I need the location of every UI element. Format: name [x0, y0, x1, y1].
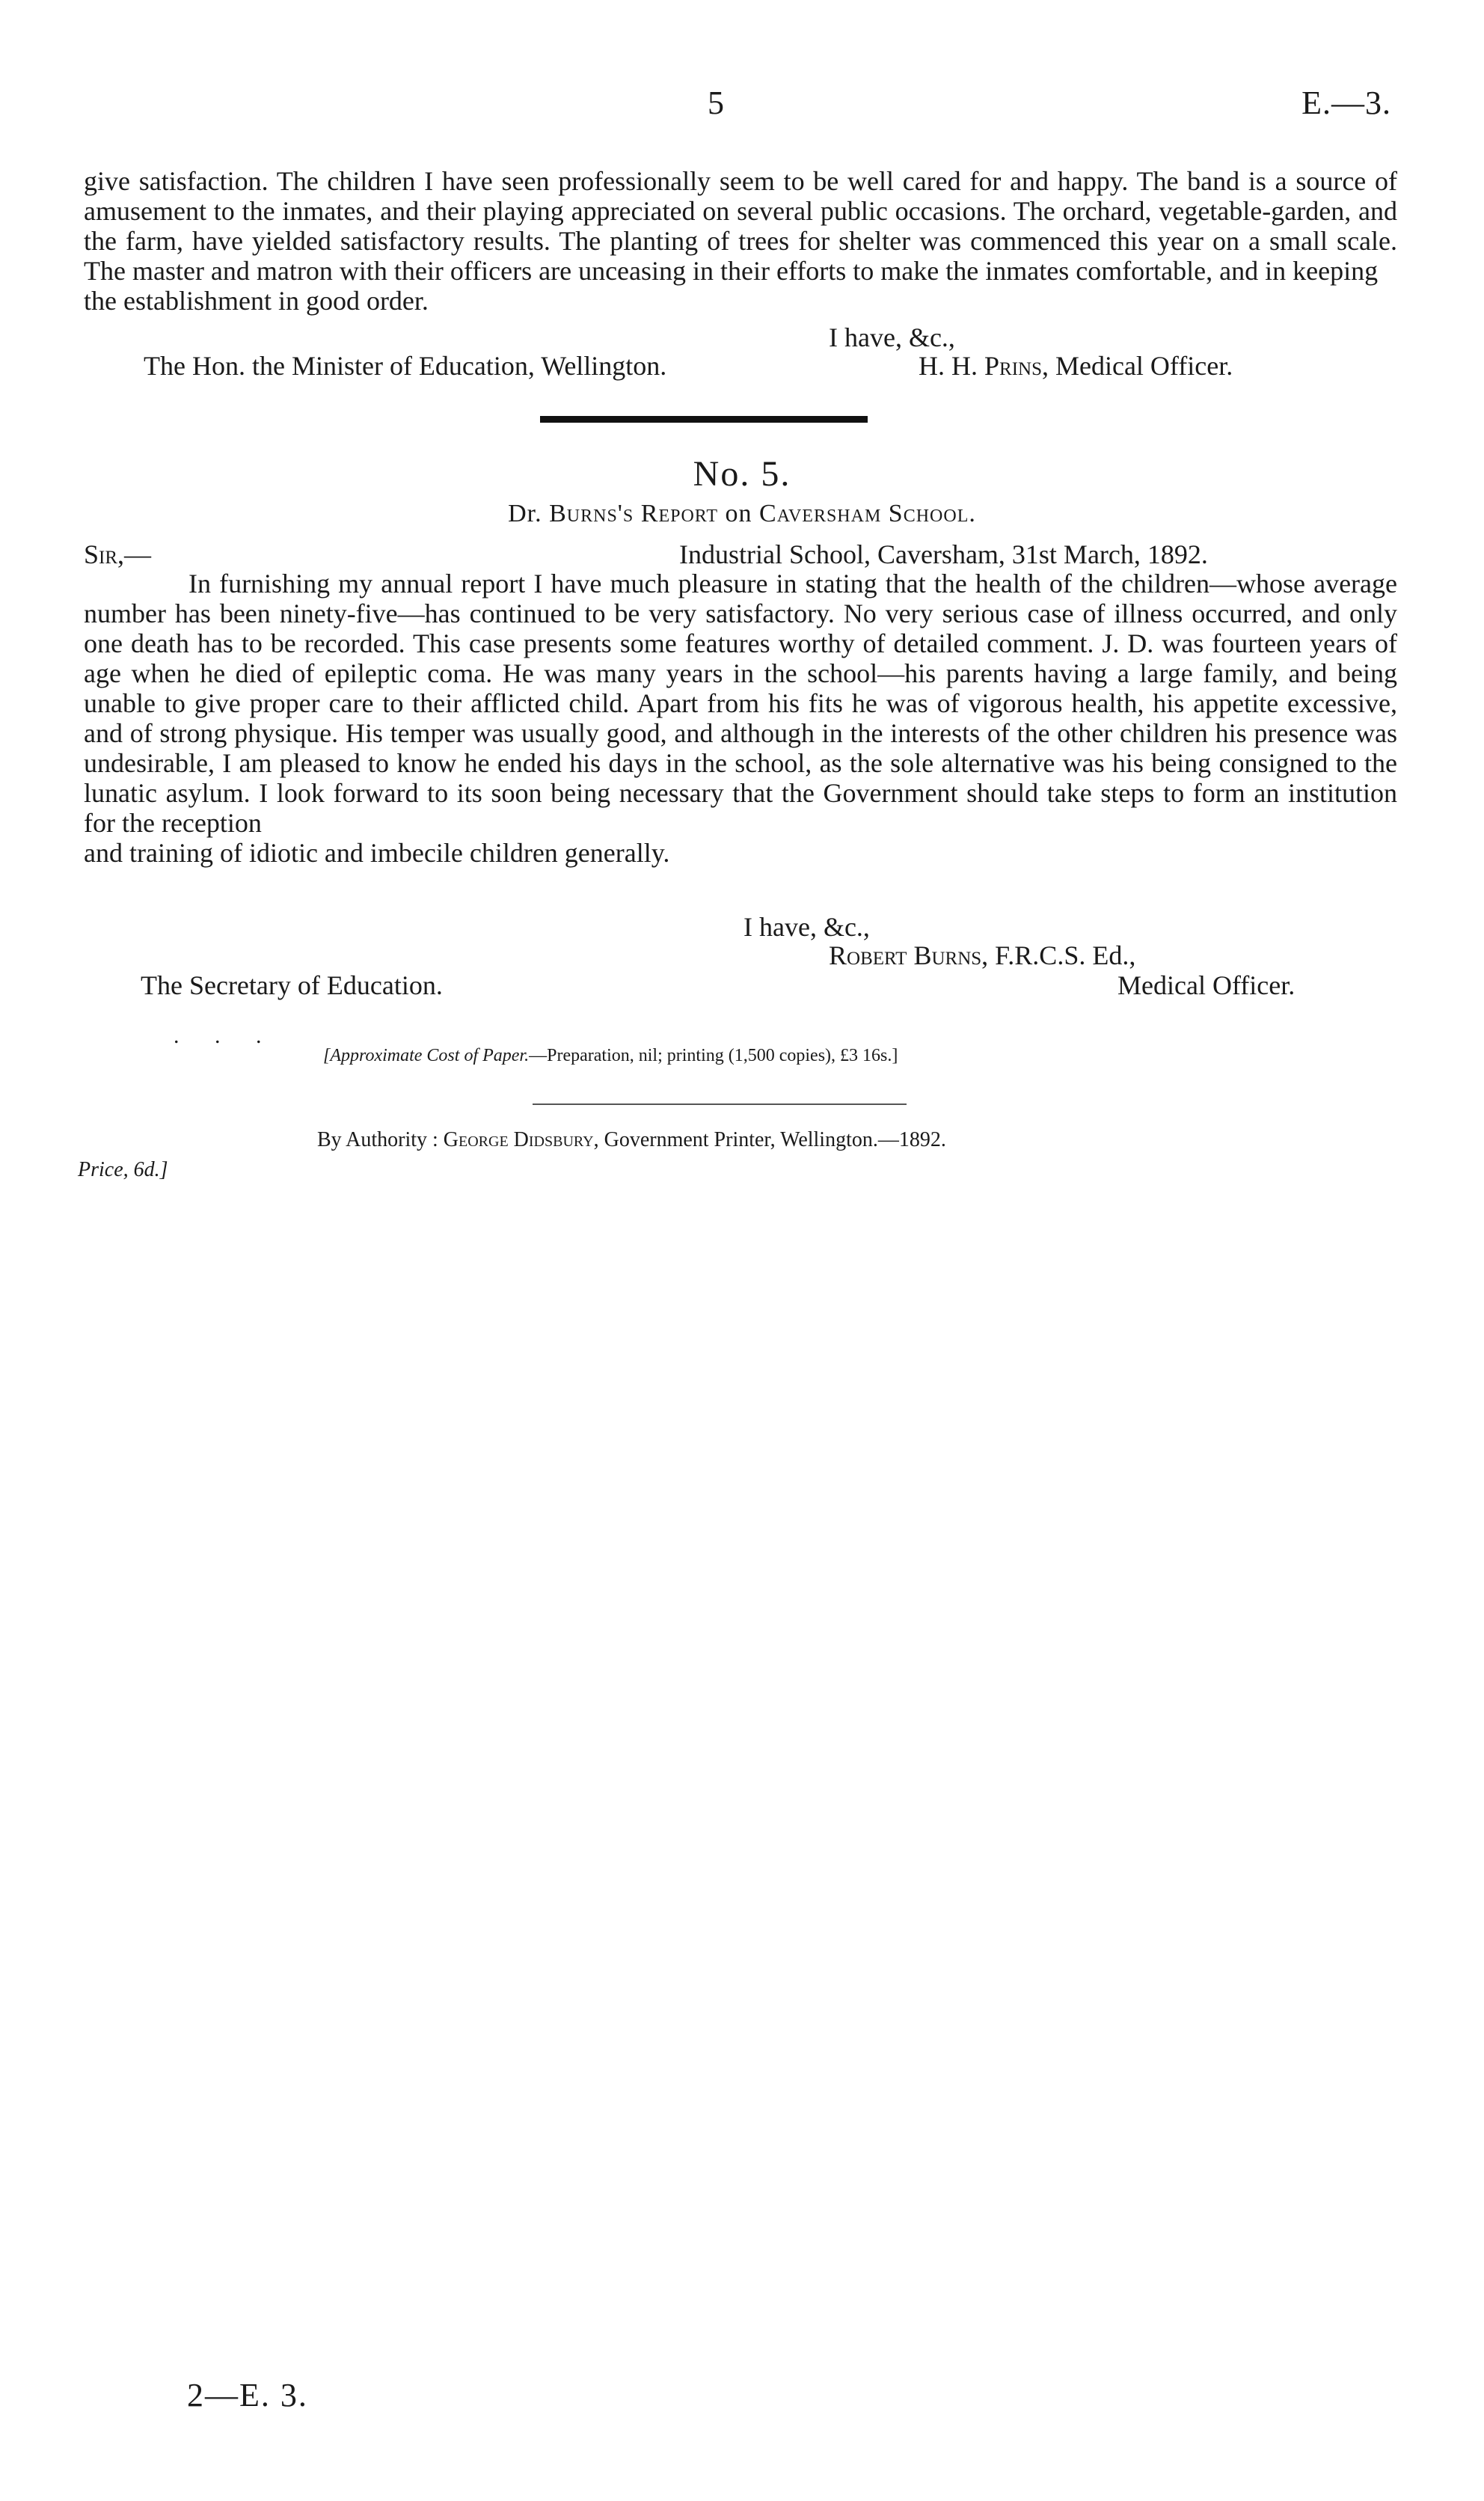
authority-suffix: , Government Printer, Wellington.—1892.	[593, 1128, 946, 1151]
section2-signature-title: Medical Officer.	[1117, 970, 1296, 1000]
section2-addressee: The Secretary of Education.	[141, 970, 443, 1000]
price: Price, 6d.]	[78, 1158, 168, 1181]
salutation: Sir,—	[84, 539, 152, 569]
cost-note	[323, 1046, 898, 1066]
signature-title: , Medical Officer.	[1041, 351, 1233, 381]
report-heading	[0, 500, 1484, 528]
section1-body	[84, 166, 1397, 316]
report-number: No. 5.	[693, 454, 791, 494]
signature-initials: H. H.	[919, 351, 978, 381]
section1-addressee: The Hon. the Minister of Education, Wellington.	[144, 351, 667, 381]
section1-signature	[919, 350, 1233, 382]
dot-leaders: . . .	[174, 1023, 277, 1048]
signature-name: Robert Burns	[829, 940, 982, 970]
section1-paragraph: give satisfaction. The children I have seen professionally seem to be well cared for and happy. The band is a source of amusement to the inmates, and their playing appreciated on several public occasions. The orchard, vegetable-garden, and the farm, have yielded satisfactory results. The planting of trees for shelter was commenced this year on a small scale. The master and matron with their officers are unceasing in their efforts to make the inmates comfortable, and in keeping	[84, 166, 1397, 286]
section2-signature	[829, 940, 1135, 971]
signature-quals: , F.R.C.S. Ed.,	[981, 940, 1136, 970]
section1-last-line: the establishment in good order.	[84, 286, 429, 316]
printer-name: George Didsbury	[443, 1128, 594, 1151]
section-divider	[540, 416, 868, 423]
signature-name: Prins	[984, 351, 1042, 381]
cost-detail: —Preparation, nil; printing (1,500 copies), £3 16s.]	[529, 1046, 898, 1065]
dateline: Industrial School, Caversham, 31st March, 1892.	[679, 539, 1208, 569]
heading-name: Burns's Report	[549, 500, 719, 527]
page-number: 5	[708, 85, 724, 121]
footer-rule	[533, 1103, 907, 1105]
cost-label: [Approximate Cost of Paper.	[323, 1046, 530, 1065]
heading-on: on	[725, 500, 752, 527]
section1-closing: I have, &c.,	[829, 322, 955, 352]
section2-closing: I have, &c.,	[743, 912, 870, 942]
signature-mark: 2—E. 3.	[187, 2377, 308, 2413]
authority-line	[317, 1128, 946, 1152]
section2-last-line: and training of idiotic and imbecile children generally.	[84, 838, 670, 868]
document-code: E.—3.	[1301, 85, 1391, 121]
section2-paragraph: In furnishing my annual report I have much pleasure in stating that the health of the children—whose average number has been ninety-five—has continued to be very satisfactory. No very serious case of illness occurred, and only one death has to be recorded. This case presents some features worthy of detailed comment. J. D. was fourteen years of age when he died of epileptic coma. He was many years in the school—his parents having a large family, and being unable to give proper care to their afflicted child. Apart from his fits he was of vigorous health, his appetite excessive, and of strong physique. His temper was usually good, and although in the interests of the other children his presence was undesirable, I am pleased to know he ended his days in the school, as the sole alternative was his being consigned to the lunatic asylum. I look forward to its soon being necessary that the Government should take steps to form an institution for the reception	[84, 569, 1397, 838]
heading-dr: Dr.	[508, 500, 542, 527]
authority-prefix: By Authority :	[317, 1128, 438, 1151]
section2-body	[84, 569, 1397, 868]
heading-school: Caversham School.	[759, 500, 976, 527]
